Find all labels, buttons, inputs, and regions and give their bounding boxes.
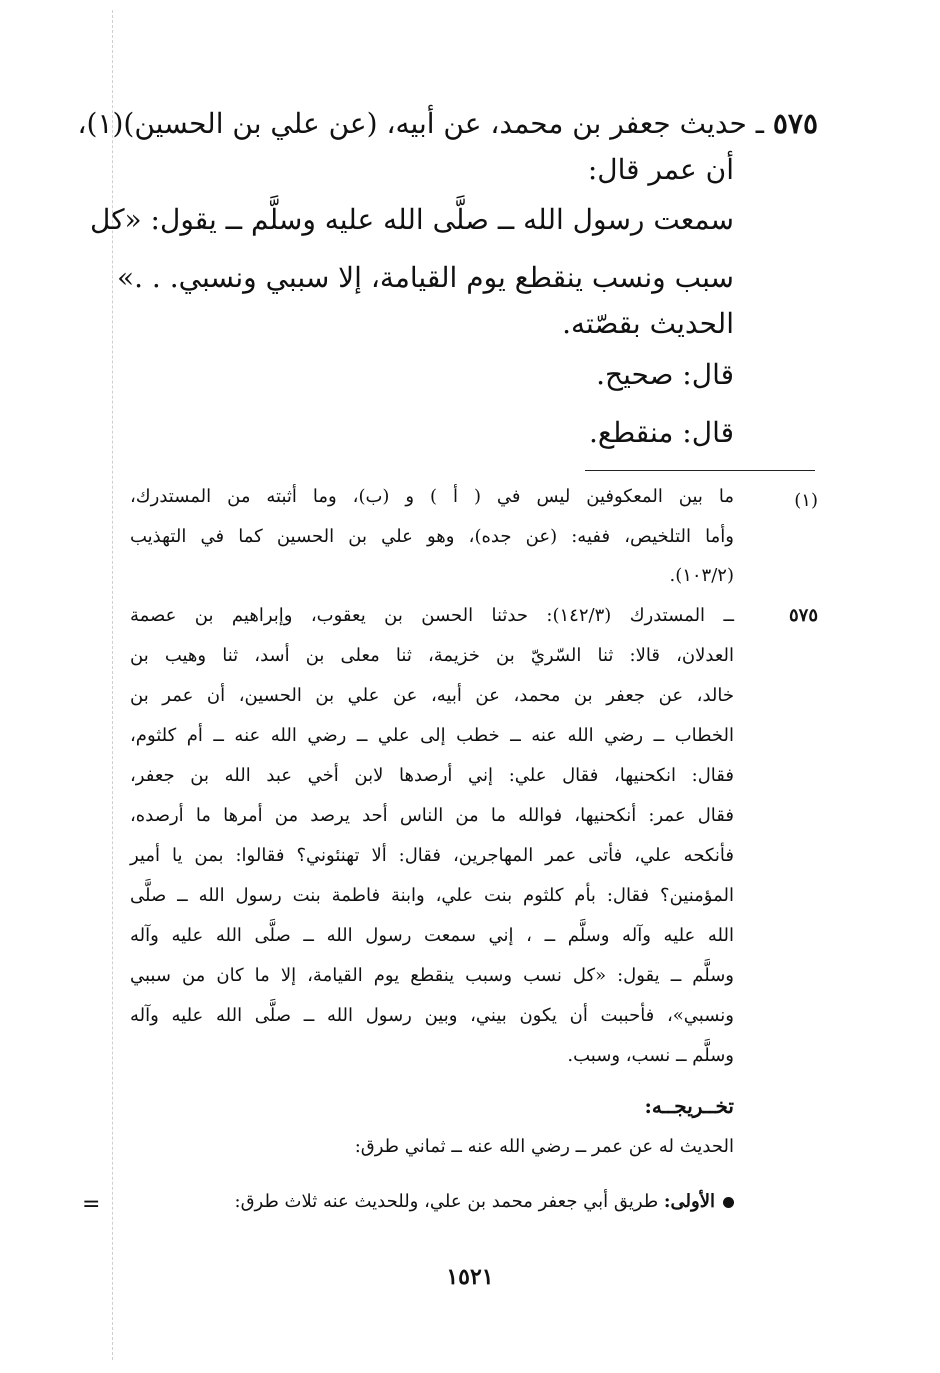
hadith-line-2: أن عمر قال:	[587, 153, 734, 186]
commentary-line-8: المؤمنين؟ فقال: بأم كلثوم بنت علي، وابنة فاطمة بنت رسول الله ــ صلَّى	[130, 885, 734, 906]
commentary-number-text: ٥٧٥	[788, 605, 818, 626]
commentary-line-2: العدلان، قالا: ثنا السّريّ بن خزيمة، ثنا معلى بن أسد، ثنا وهيب بن	[130, 645, 734, 666]
takhrij-first-way	[235, 1189, 734, 1215]
first-way-label: الأولى:	[663, 1191, 715, 1212]
commentary-line-5: فقال: انكحنيها، فقال علي: إني أرصدها لابن أخي عبد الله بن جعفر،	[130, 765, 734, 786]
hadith-line-5: الحديث بقصّته.	[562, 307, 734, 340]
hadith-line-3: سمعت رسول الله ــ صلَّى الله عليه وسلَّم ــ يقول: «كل	[89, 203, 734, 236]
footnote-line-2: وأما التلخيص، ففيه: (عن جده)، وهو علي بن الحسين كما في التهذيب	[130, 526, 735, 547]
commentary-line-12: وسلَّم ــ نسب، وسبب.	[567, 1045, 734, 1066]
commentary-line-4: الخطاب ــ رضي الله عنه ــ خطب إلى علي ــ رضي الله عنه ــ أم كلثوم،	[130, 725, 734, 746]
takhrij-heading: تخــريجــه:	[644, 1094, 734, 1118]
bullet-icon	[723, 1197, 734, 1208]
commentary-line-1: ــ المستدرك (١٤٢/٣): حدثنا الحسن بن يعقوب، وإبراهيم بن عصمة	[130, 605, 735, 626]
footnote-line-1: ما بين المعكوفين ليس في ( أ ) و (ب)، وما أثبته من المستدرك،	[130, 486, 734, 507]
page-number: ١٥٢١	[446, 1264, 494, 1290]
verdict-sahih: قال: صحيح.	[596, 358, 734, 391]
commentary-line-9: الله عليه وآله وسلَّم ــ ، إني سمعت رسول الله ــ صلَّى الله عليه وآله	[130, 925, 734, 946]
footnote-separator	[585, 470, 815, 471]
commentary-number	[789, 603, 818, 629]
footnote-line-3: (١٠٣/٢).	[669, 565, 734, 586]
verdict-munqati: قال: منقطع.	[589, 416, 734, 449]
takhrij-intro: الحديث له عن عمر ــ رضي الله عنه ــ ثماني طرق:	[354, 1136, 734, 1157]
first-way-text: طريق أبي جعفر محمد بن علي، وللحديث عنه ثلاث طرق:	[234, 1191, 664, 1212]
commentary-line-3: خالد، عن جعفر بن محمد، عن أبيه، عن علي بن الحسين، أن عمر بن	[130, 685, 734, 706]
hadith-line-4: سبب ونسب ينقطع يوم القيامة، إلا سببي ونسبي. . .»	[116, 261, 734, 294]
hadith-number: ٥٧٥	[772, 107, 818, 140]
footnote-marker: (١)	[794, 490, 818, 511]
continuation-mark: =	[82, 1192, 101, 1217]
hadith-line-1	[77, 104, 818, 144]
hadith-text: ـ حديث جعفر بن محمد، عن أبيه، (عن علي بن الحسين)(١)،	[77, 107, 764, 140]
commentary-line-11: ونسبي»، فأحببت أن يكون بيني، وبين رسول الله ــ صلَّى الله عليه وآله	[130, 1005, 734, 1026]
commentary-line-7: فأنكحه علي، فأتى عمر المهاجرين، فقال: ألا تهنئوني؟ فقالوا: بمن يا أمير	[130, 845, 734, 866]
commentary-line-10: وسلَّم ــ يقول: «كل نسب وسبب ينقطع يوم القيامة، إلا ما كان من سببي	[130, 965, 734, 986]
commentary-line-6: فقال عمر: أنكحنيها، فوالله ما من الناس أحد يرصد من أمرها ما أرصده،	[130, 805, 734, 826]
